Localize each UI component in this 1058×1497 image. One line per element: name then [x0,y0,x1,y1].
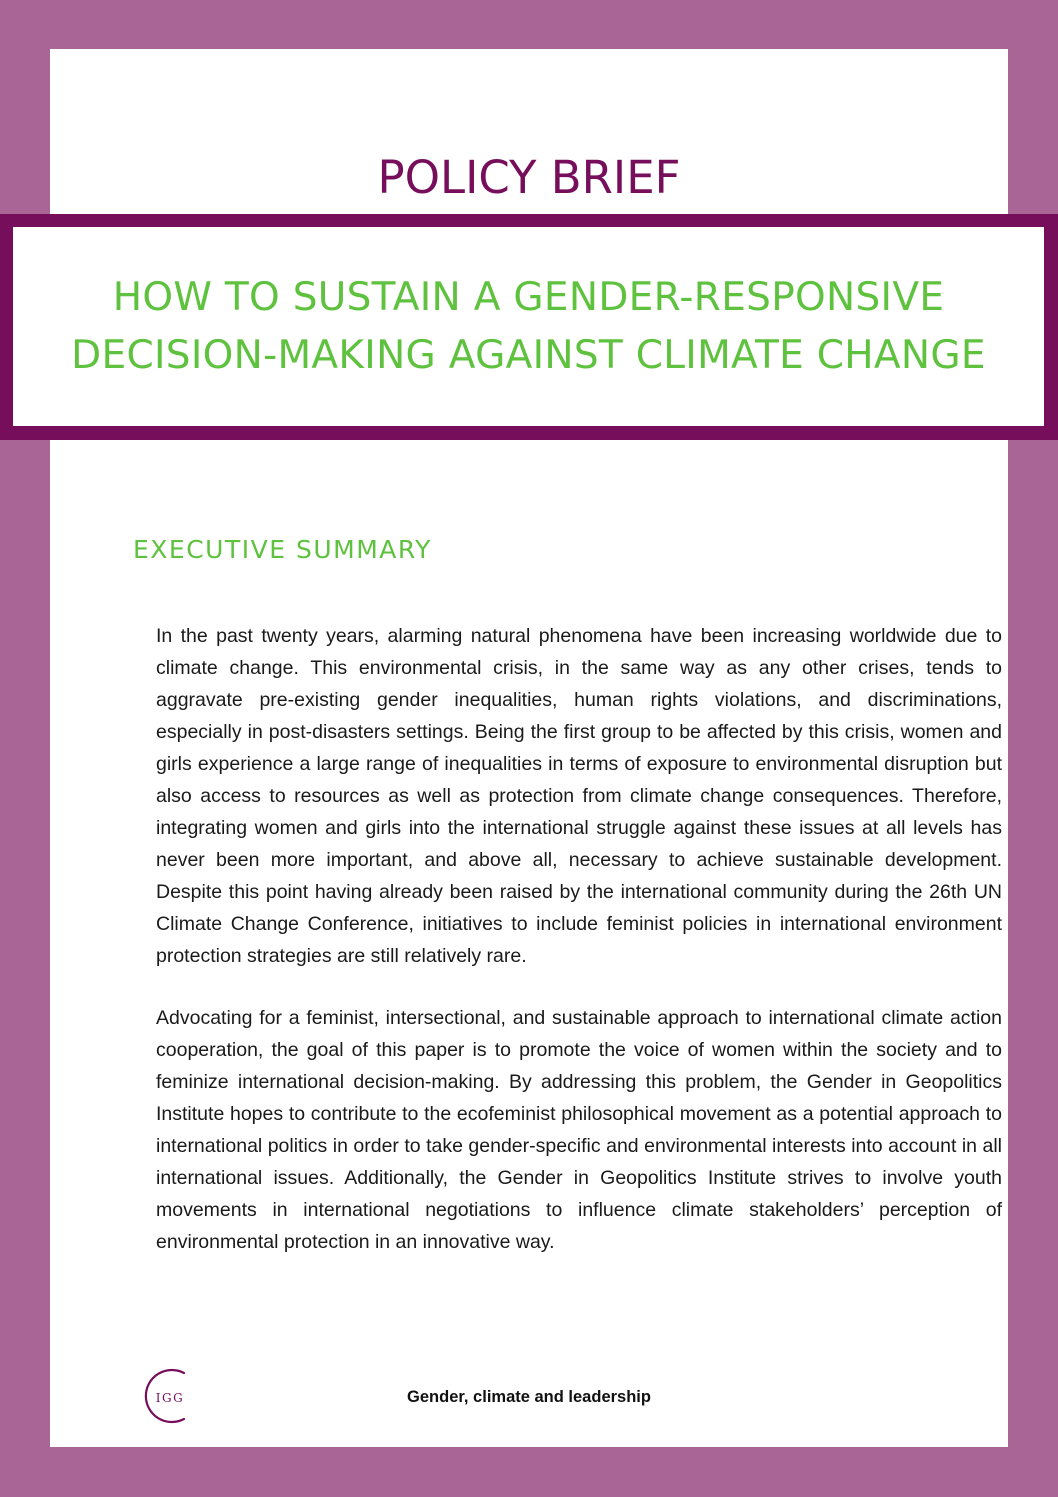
footer-label: Gender, climate and leadership [407,1388,651,1406]
title-box [13,227,1044,426]
title-banner [0,214,1058,440]
executive-summary-body [156,620,1002,1288]
document-type-heading: POLICY BRIEF [377,151,681,204]
section-heading: EXECUTIVE SUMMARY [133,535,432,564]
summary-paragraph: Advocating for a feminist, intersectional, and sustainable approach to international climate action cooperation, the goal of this paper is to promote the voice of women within the society and to feminize international decision-making. By addressing this problem, the Gender in Geopolitics Institute hopes to contribute to the ecofeminist philosophical movement as a potential approach to international politics in order to take gender-specific and environmental interests into account in all international issues. Additionally, the Gender in Geopolitics Institute strives to involve youth movements in international negotiations to influence climate stakeholders’ perception of environmental protection in an innovative way. [156,1007,1002,1253]
summary-paragraph: In the past twenty years, alarming natural phenomena have been increasing worldwide due to climate change. This environmental crisis, in the same way as any other crises, tends to aggravate pre-existing gender inequalities, human rights violations, and discriminations, especially in post-disasters settings. Being the first group to be affected by this crisis, women and girls experience a large range of inequalities in terms of exposure to environmental disruption but also access to resources as well as protection from climate change consequences. Therefore, integrating women and girls into the international struggle against these issues at all levels has never been more important, and above all, necessary to achieve sustainable development. Despite this point having already been raised by the international community during the 26th UN Climate Change Conference, initiatives to include feminist policies in international environment protection strategies are still relatively rare. [156,625,1002,967]
logo-text: IGG [155,1391,185,1405]
document-title: HOW TO SUSTAIN A GENDER-RESPONSIVE DECISION-MAKING AGAINST CLIMATE CHANGE [71,274,986,378]
